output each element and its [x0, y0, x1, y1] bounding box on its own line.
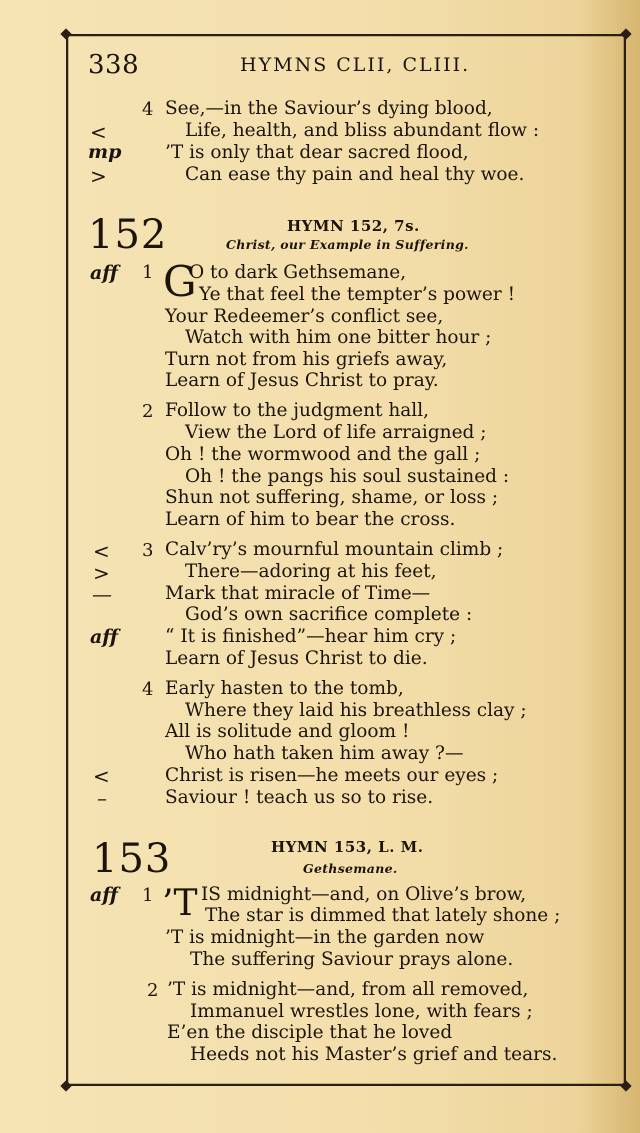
dynamic-mark: aff: [90, 884, 119, 906]
dynamic-mark: >: [90, 164, 107, 188]
dynamic-mark: <: [93, 764, 110, 788]
dynamic-mark: <: [93, 539, 110, 563]
hymn-subtitle: Christ, our Example in Suffering.: [226, 237, 469, 252]
hymn-number: 153: [92, 836, 172, 882]
verse-line: The star is dimmed that lately shone ;: [205, 905, 561, 926]
verse-line: God’s own sacrifice complete :: [185, 604, 473, 625]
verse-line: ’T is only that dear sacred flood,: [165, 142, 469, 163]
verse-line: Christ is risen—he meets our eyes ;: [165, 765, 499, 786]
verse-line: View the Lord of life arraigned ;: [185, 422, 487, 443]
verse-line: Mark that miracle of Time—: [165, 583, 431, 604]
dynamic-mark: mp: [88, 141, 122, 163]
verse-line: Where they laid his breathless clay ;: [185, 700, 527, 721]
verse-line: The suffering Saviour prays alone.: [190, 949, 514, 970]
drop-cap: ’T: [162, 883, 198, 924]
verse-line: Learn of Jesus Christ to pray.: [165, 370, 439, 391]
hymn-number: 152: [88, 212, 168, 258]
verse-line: E’en the disciple that he loved: [167, 1022, 453, 1043]
verse-line: Life, health, and bliss abundant flow :: [185, 120, 540, 141]
dynamic-mark: —: [92, 582, 112, 606]
dynamic-mark: aff: [90, 626, 119, 648]
verse-line: ’T is midnight—in the garden now: [165, 927, 485, 948]
verse-line: Oh ! the wormwood and the gall ;: [165, 444, 481, 465]
page-number: 338: [88, 50, 140, 80]
verse-line: Oh ! the pangs his soul sustained :: [185, 466, 510, 487]
verse-line: Shun not suffering, shame, or loss ;: [165, 487, 499, 508]
dynamic-mark: <: [90, 120, 107, 144]
verse-line: Heeds not his Master’s grief and tears.: [190, 1044, 558, 1065]
dynamic-mark: –: [97, 786, 107, 810]
drop-cap: G: [163, 257, 197, 306]
hymn-subtitle: Gethsemane.: [303, 861, 398, 876]
verse-number: 4: [142, 679, 154, 700]
verse-line: There—adoring at his feet,: [185, 561, 437, 582]
verse-line: “ It is finished”—hear him cry ;: [165, 626, 457, 647]
dynamic-mark: aff: [90, 262, 119, 284]
hymn-title: HYMN 152, 7s.: [287, 217, 420, 235]
verse-line: Learn of Jesus Christ to die.: [165, 648, 428, 669]
verse-line: Your Redeemer’s conflict see,: [165, 306, 444, 327]
verse-line: Early hasten to the tomb,: [165, 678, 404, 699]
verse-line: Learn of him to bear the cross.: [165, 509, 456, 530]
hymn-title: HYMN 153, L. M.: [271, 838, 424, 856]
verse-line: All is solitude and gloom !: [165, 721, 410, 742]
verse-line: Saviour ! teach us so to rise.: [165, 787, 434, 808]
verse-line: Ye that feel the tempter’s power !: [199, 284, 516, 305]
verse-number: 2: [142, 401, 154, 422]
verse-line: ’T is midnight—and, from all removed,: [167, 979, 529, 1000]
running-title: HYMNS CLII, CLIII.: [240, 54, 471, 76]
verse-line: Can ease thy pain and heal thy woe.: [185, 164, 525, 185]
verse-line: O to dark Gethsemane,: [189, 262, 407, 283]
verse-line: Follow to the judgment hall,: [165, 400, 429, 421]
verse-number: 4: [142, 99, 154, 120]
dynamic-mark: >: [93, 561, 110, 585]
verse-line: Calv’ry’s mournful mountain climb ;: [165, 539, 504, 560]
verse-number: 1: [142, 262, 154, 283]
verse-number: 3: [142, 540, 154, 561]
verse-line: Turn not from his griefs away,: [165, 349, 448, 370]
verse-line: Watch with him one bitter hour ;: [185, 327, 492, 348]
verse-line: Who hath taken him away ?—: [185, 743, 464, 764]
verse-number: 1: [142, 885, 154, 906]
verse-number: 2: [147, 980, 159, 1001]
verse-line: Immanuel wrestles lone, with fears ;: [190, 1001, 533, 1022]
verse-line: IS midnight—and, on Olive’s brow,: [201, 884, 527, 905]
verse-line: See,—in the Saviour’s dying blood,: [165, 98, 493, 119]
